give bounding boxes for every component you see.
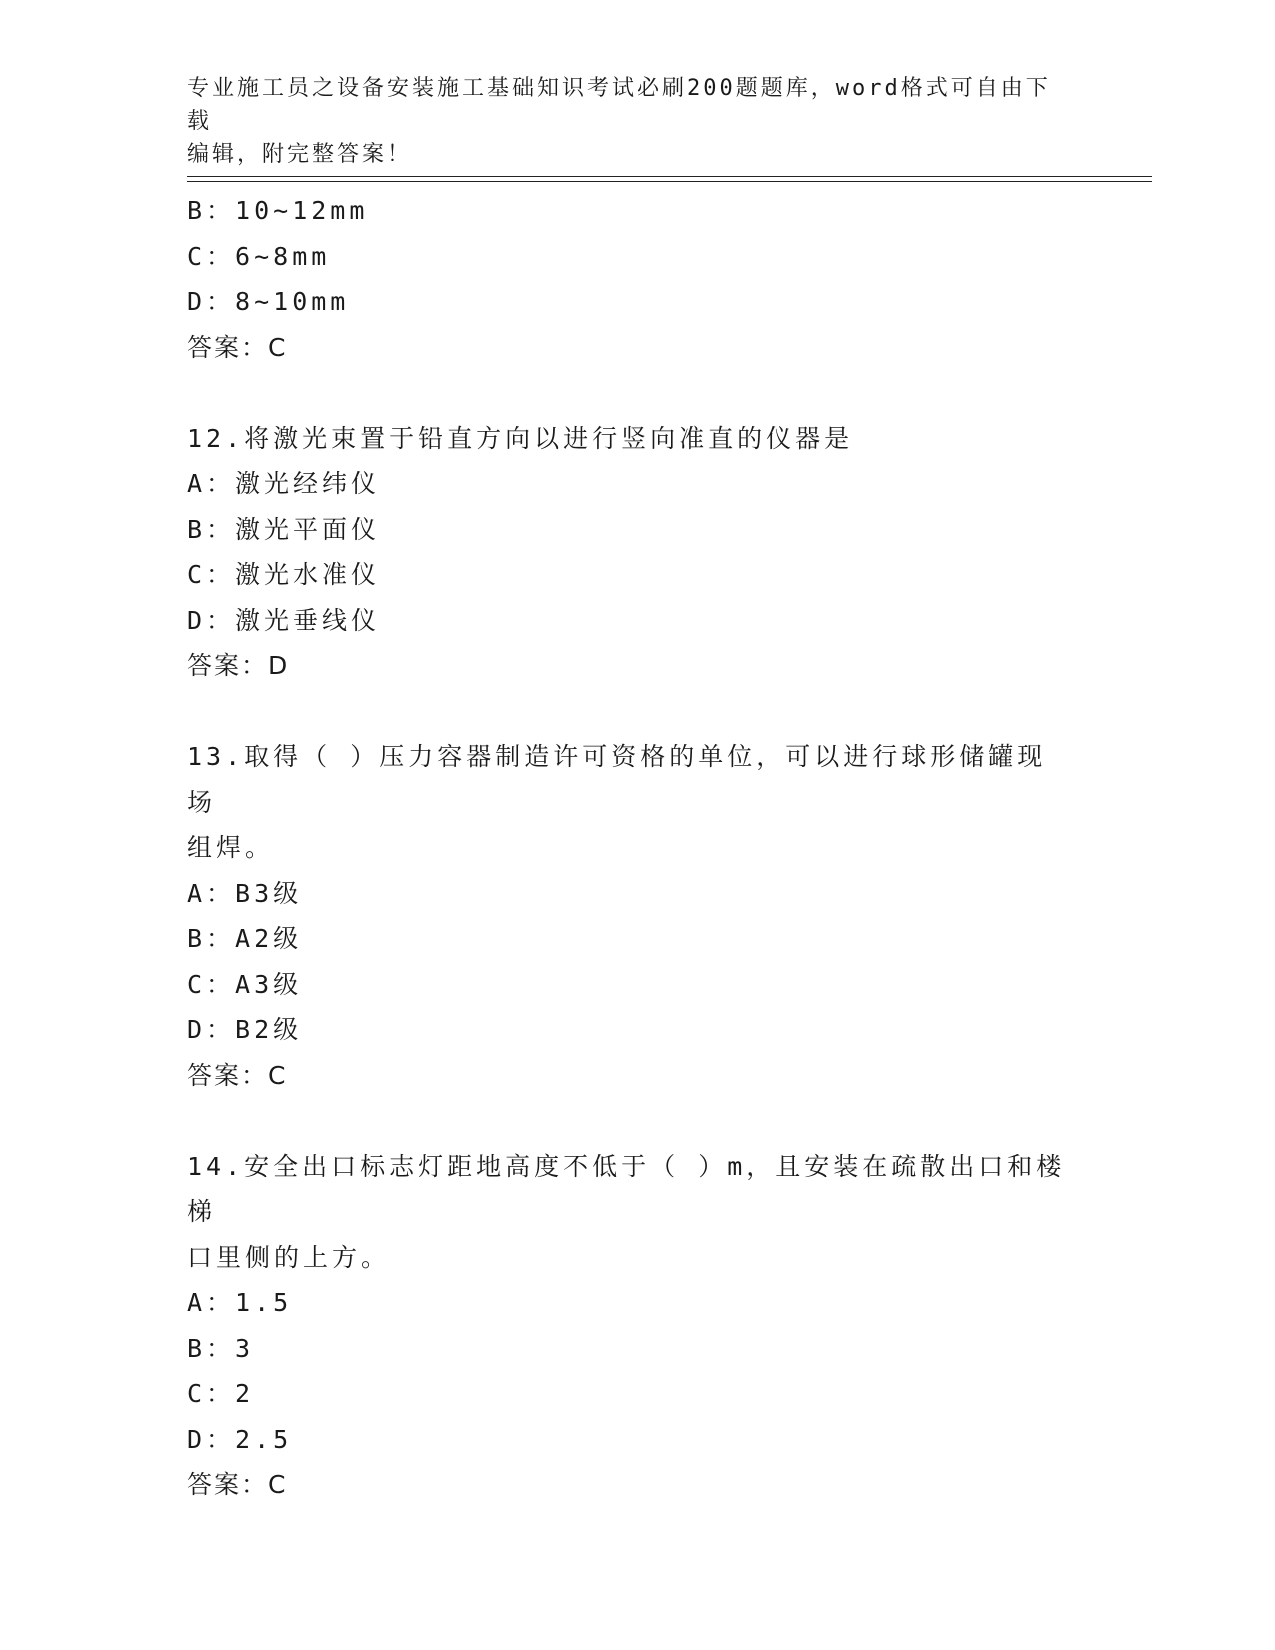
document-header: [187, 72, 1067, 171]
q14-option-d: D：2.5: [187, 1424, 293, 1454]
q14-answer: 答案：C: [187, 1470, 288, 1499]
q13-question-line-1: 13.取得（ ）压力容器制造许可资格的单位，可以进行球形储罐现场: [187, 742, 1047, 817]
q12-option-b: B：激光平面仪: [187, 514, 381, 544]
q13-question-line-2: 组焊。: [187, 833, 275, 862]
q13-option-b: B：A2级: [187, 924, 303, 953]
header-divider-bottom: [187, 181, 1152, 182]
q11-option-c: C：6~8mm: [187, 241, 331, 271]
question-13-block: [187, 734, 1087, 1098]
q11-answer: 答案：C: [187, 332, 288, 362]
q14-question-line-1: 14.安全出口标志灯距地高度不低于（ ）m，且安装在疏散出口和楼梯: [187, 1151, 1066, 1226]
spacer: [187, 1098, 1087, 1144]
q13-option-a: A：B3级: [187, 878, 303, 908]
question-content: [187, 188, 1087, 1508]
q12-question-text: 12.将激光束置于铅直方向以进行竖向准直的仪器是: [187, 423, 854, 453]
q11-option-d: D：8~10mm: [187, 287, 350, 316]
question-12-block: [187, 416, 1087, 689]
q13-option-c: C：A3级: [187, 969, 303, 999]
q11-option-b: B：10~12mm: [187, 196, 369, 225]
q14-option-c: C：2: [187, 1379, 255, 1408]
q12-option-c: C：激光水准仪: [187, 560, 381, 589]
question-14-block: [187, 1144, 1087, 1508]
q12-option-d: D：激光垂线仪: [187, 605, 381, 635]
header-title-line-1: 专业施工员之设备安装施工基础知识考试必刷200题题库，word格式可自由下载: [187, 76, 1051, 134]
q14-option-a: A：1.5: [187, 1288, 293, 1317]
header-title-line-2: 编辑，附完整答案！: [187, 142, 413, 167]
q12-option-a: A：激光经纬仪: [187, 469, 381, 498]
q12-answer: 答案：D: [187, 651, 290, 680]
q14-question-line-2: 口里侧的上方。: [187, 1242, 391, 1272]
q13-option-d: D：B2级: [187, 1015, 303, 1044]
spacer: [187, 689, 1087, 735]
question-11-block: [187, 188, 1087, 370]
spacer: [187, 370, 1087, 416]
header-divider-top: [187, 176, 1152, 177]
q13-answer: 答案：C: [187, 1060, 288, 1090]
q14-option-b: B：3: [187, 1333, 255, 1363]
